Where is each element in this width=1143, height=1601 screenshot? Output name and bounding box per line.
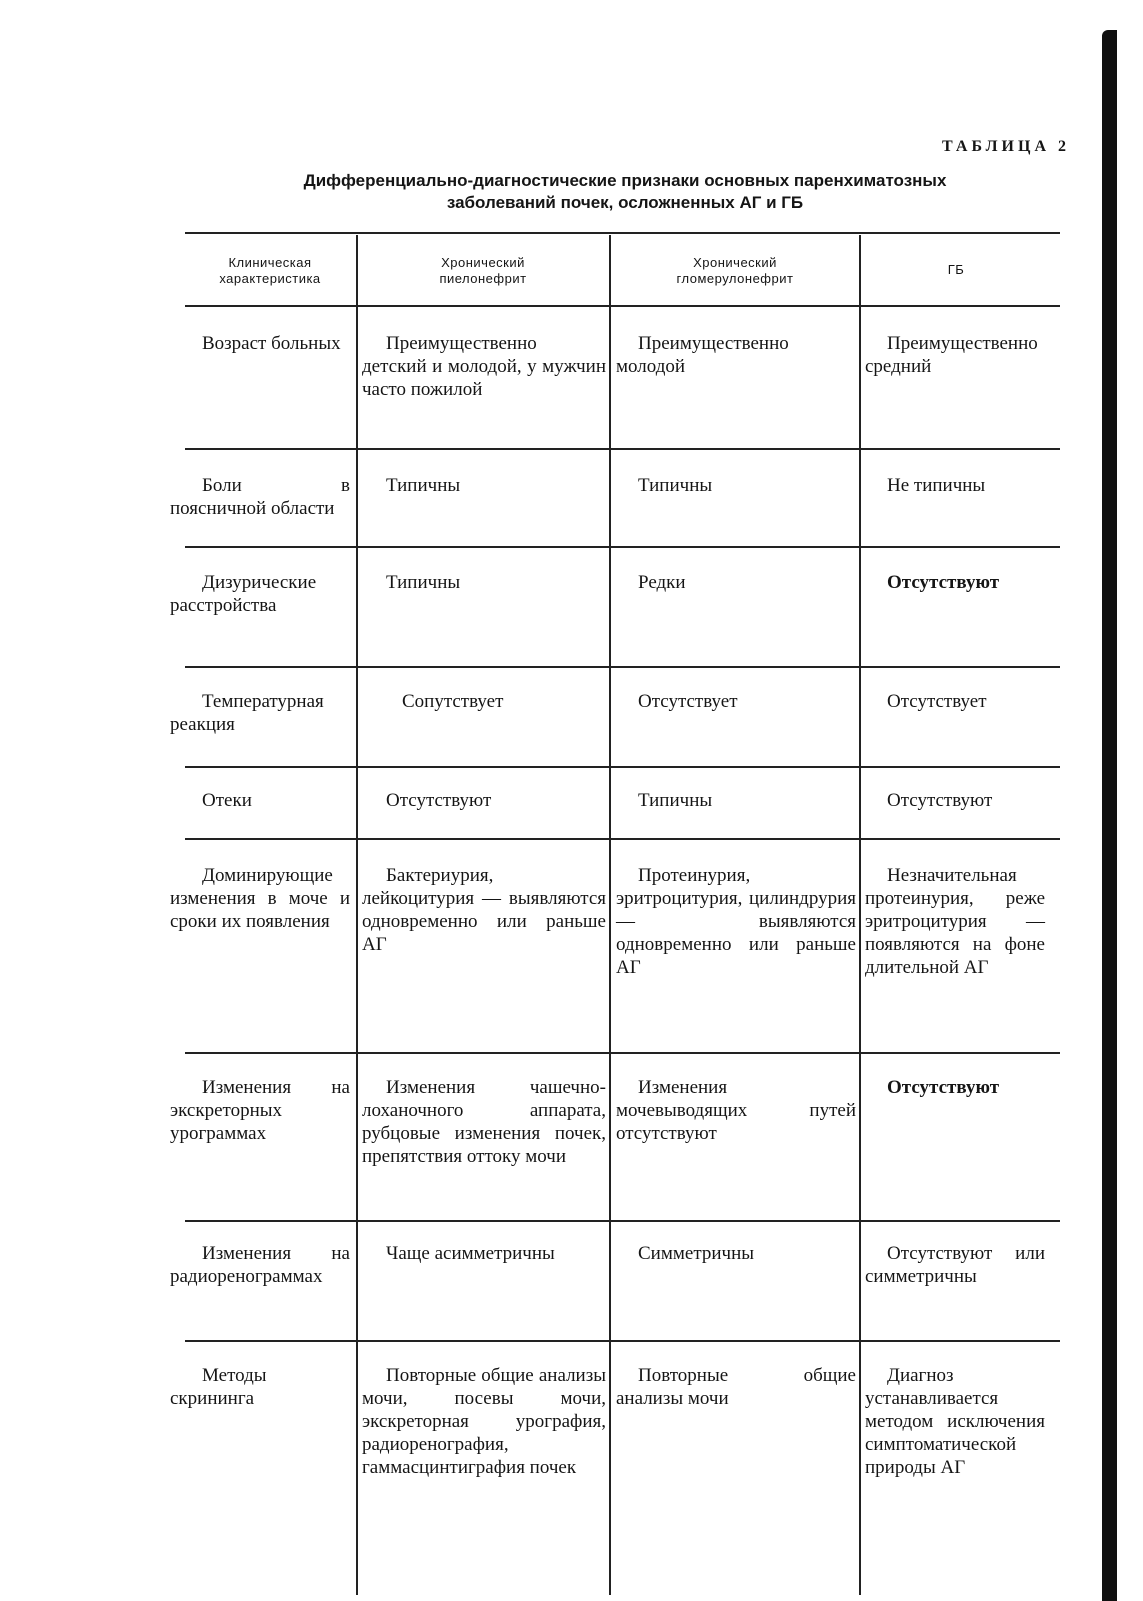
gb-cell: Отсутствуют или симметричны [865, 1243, 1045, 1287]
glomerulonephritis-cell: Повторные общие анализы мочи [616, 1365, 856, 1409]
column-divider [356, 235, 358, 1595]
row-divider [185, 666, 1060, 668]
glomerulonephritis-cell: Протеинурия, эритроцитурия, цилиндрурия — выявляются одновременно или раньше АГ [616, 865, 856, 978]
pyelonephritis-cell: Повторные общие анализы мочи, посевы мочи, экскреторная урография, радиоренография, гаммасцинтиграфия почек [362, 1365, 606, 1478]
table-number: ТАБЛИЦА 2 [942, 138, 1070, 155]
glomerulonephritis-cell: Типичны [638, 790, 713, 811]
column-divider [609, 235, 611, 1595]
column-header-gb: ГБ [947, 262, 965, 277]
row-divider [185, 766, 1060, 768]
gb-cell: Незначительная протеинурия, реже эритроцитурия — появляются на фоне длительной АГ [865, 865, 1045, 978]
pyelonephritis-cell: Изменения чашечно-лоханочного аппарата, рубцовые изменения почек, препятствия оттоку мочи [362, 1077, 606, 1167]
pyelonephritis-cell: Сопутствует [402, 691, 504, 712]
row-divider [185, 838, 1060, 840]
header-bottom-rule [185, 305, 1060, 307]
feature-cell: Доминирующие изменения в моче и сроки их появления [170, 865, 350, 932]
gb-cell: Отсутствует [887, 691, 987, 712]
feature-cell: Дизурические расстройства [170, 572, 317, 616]
table-title: Дифференциально-диагностические признаки основных паренхиматозных заболеваний почек, осложненных АГ и ГБ [303, 171, 947, 212]
feature-cell: Изменения на экскреторных урограммах [170, 1077, 350, 1144]
page-edge-shadow [1102, 30, 1117, 1601]
row-divider [185, 448, 1060, 450]
glomerulonephritis-cell: Изменения мочевыводящих путей отсутствуют [616, 1077, 856, 1144]
row-divider [185, 1220, 1060, 1222]
row-divider [185, 1340, 1060, 1342]
pyelonephritis-cell: Типичны [386, 475, 461, 496]
glomerulonephritis-cell: Редки [638, 572, 686, 593]
gb-cell: Преимущественно средний [865, 333, 1038, 377]
row-divider [185, 1052, 1060, 1054]
pyelonephritis-cell: Типичны [386, 572, 461, 593]
gb-cell: Не типичны [887, 475, 986, 496]
pyelonephritis-cell: Бактериурия, лейкоцитурия — выявляются одновременно или раньше АГ [362, 865, 606, 955]
feature-cell: Отеки [202, 790, 252, 811]
pyelonephritis-cell: Чаще асимметричны [386, 1243, 555, 1264]
pyelonephritis-cell: Преимущественно детский и молодой, у мужчин часто пожилой [362, 333, 606, 400]
column-header-glomerulonephritis: Хронический гломерулонефрит [676, 255, 794, 286]
feature-cell: Изменения на радиоренограммах [170, 1243, 350, 1287]
row-divider [185, 546, 1060, 548]
glomerulonephritis-cell: Отсутствует [638, 691, 738, 712]
column-divider [859, 235, 861, 1595]
feature-cell: Температурная реакция [170, 691, 324, 735]
feature-cell: Возраст больных [202, 333, 341, 354]
column-header-pyelonephritis: Хронический пиелонефрит [439, 255, 527, 286]
glomerulonephritis-cell: Типичны [638, 475, 713, 496]
gb-cell: Отсутствуют [887, 790, 993, 811]
pyelonephritis-cell: Отсутствуют [386, 790, 492, 811]
column-header-feature: Клиническая характеристика [219, 255, 321, 286]
table-top-rule [185, 232, 1060, 234]
feature-cell: Боли в поясничной области [170, 475, 350, 519]
gb-cell: Диагноз устанавливается методом исключения симптоматической природы АГ [865, 1365, 1045, 1478]
feature-cell: Методы скрининга [170, 1365, 267, 1409]
glomerulonephritis-cell: Преимущественно молодой [616, 333, 789, 377]
gb-cell: Отсутствуют [887, 1077, 1000, 1098]
gb-cell: Отсутствуют [887, 572, 1000, 593]
glomerulonephritis-cell: Симметричны [638, 1243, 755, 1264]
